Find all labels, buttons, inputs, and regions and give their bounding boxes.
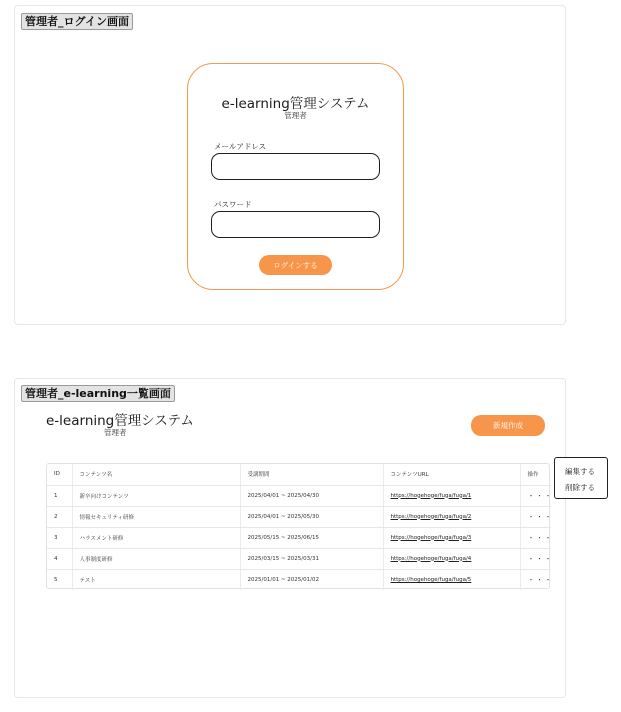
table-row xyxy=(47,548,551,569)
cell-content-name: 人事制度研修 xyxy=(72,548,240,569)
password-label: パスワード xyxy=(214,200,252,209)
cell-period: 2025/04/01 ~ 2025/05/30 xyxy=(240,506,383,527)
cell-content-name: 新卒向けコンテンツ xyxy=(72,485,240,506)
column-header-id: ID xyxy=(47,464,72,485)
row-actions-button[interactable]: ・・・ xyxy=(520,548,551,569)
cell-id: 2 xyxy=(47,506,72,527)
row-actions-menu xyxy=(554,457,608,499)
cell-id: 1 xyxy=(47,485,72,506)
cell-id: 4 xyxy=(47,548,72,569)
cell-period: 2025/03/15 ~ 2025/03/31 xyxy=(240,548,383,569)
content-table xyxy=(46,463,553,589)
table-row xyxy=(47,485,551,506)
content-url-link[interactable]: https://hogehoge/fuga/fuga/1 xyxy=(390,492,472,499)
table-header-row xyxy=(47,464,551,485)
table-row xyxy=(47,527,551,548)
delete-menu-item[interactable]: 削除する xyxy=(565,483,595,492)
app-subtitle: 管理者 xyxy=(104,428,127,437)
content-url-link[interactable]: https://hogehoge/fuga/fuga/4 xyxy=(390,555,472,562)
app-title: e-learning管理システム xyxy=(221,96,370,112)
table-row xyxy=(47,506,551,527)
row-actions-button[interactable]: ・・・ xyxy=(520,485,551,506)
cell-content-name: ハラスメント研修 xyxy=(72,527,240,548)
cell-id: 3 xyxy=(47,527,72,548)
list-screen-frame xyxy=(14,378,566,698)
column-header-content-name: コンテンツ名 xyxy=(72,464,240,485)
cell-period: 2025/05/15 ~ 2025/06/15 xyxy=(240,527,383,548)
column-header-url: コンテンツURL xyxy=(383,464,520,485)
email-field[interactable] xyxy=(211,153,380,180)
login-screen-frame xyxy=(14,5,566,325)
column-header-period: 受講期間 xyxy=(240,464,383,485)
frame-label: 管理者_e-learning一覧画面 xyxy=(21,385,175,402)
new-content-button[interactable]: 新規作成 xyxy=(471,415,545,436)
column-header-operations: 操作 xyxy=(520,464,551,485)
content-url-link[interactable]: https://hogehoge/fuga/fuga/5 xyxy=(390,576,472,583)
email-label: メールアドレス xyxy=(214,142,267,151)
cell-content-name: テスト xyxy=(72,569,240,590)
content-url-link[interactable]: https://hogehoge/fuga/fuga/2 xyxy=(390,513,472,520)
cell-period: 2025/01/01 ~ 2025/01/02 xyxy=(240,569,383,590)
app-title: e-learning管理システム xyxy=(46,413,194,429)
cell-id: 5 xyxy=(54,576,58,583)
login-button[interactable]: ログインする xyxy=(259,255,332,275)
row-actions-button[interactable]: ・・・ xyxy=(520,569,551,590)
content-url-link[interactable]: https://hogehoge/fuga/fuga/3 xyxy=(390,534,472,541)
login-card xyxy=(187,63,404,290)
cell-content-name: 情報セキュリティ研修 xyxy=(72,506,240,527)
row-actions-button[interactable]: ・・・ xyxy=(520,527,551,548)
password-field[interactable] xyxy=(211,211,380,238)
cell-period: 2025/04/01 ~ 2025/04/30 xyxy=(240,485,383,506)
app-subtitle: 管理者 xyxy=(284,111,307,120)
row-actions-button[interactable]: ・・・ xyxy=(520,506,551,527)
edit-menu-item[interactable]: 編集する xyxy=(565,467,595,476)
frame-label: 管理者_ログイン画面 xyxy=(21,13,133,30)
table-row xyxy=(47,569,551,590)
